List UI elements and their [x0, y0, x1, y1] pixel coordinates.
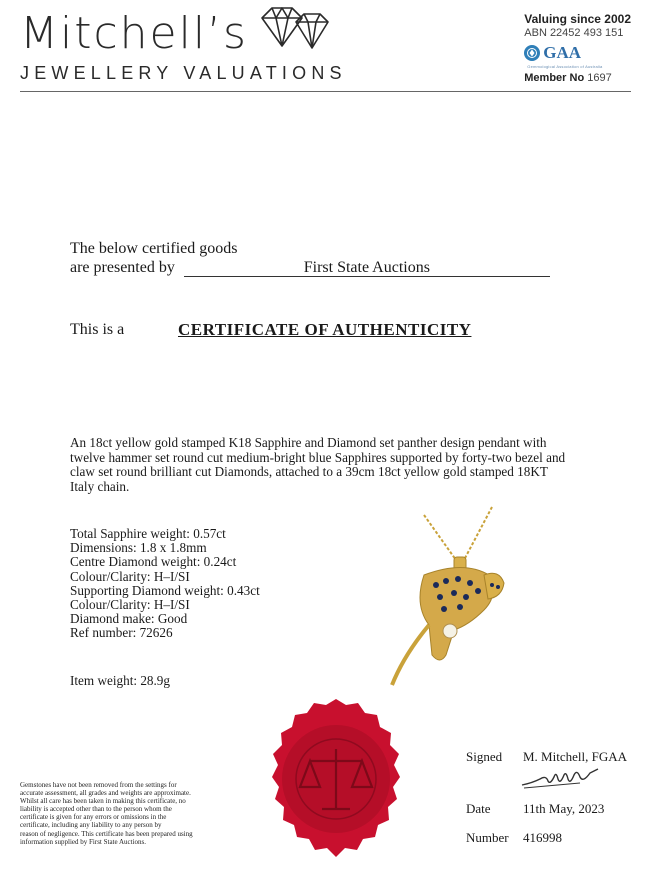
disclaimer-line: Gemstones have not been removed from the settings for: [20, 781, 177, 789]
intro-prefix: are presented by: [70, 259, 175, 276]
presenter-name: First State Auctions: [184, 260, 550, 277]
diamond-icon: [258, 6, 330, 52]
tagline: JEWELLERY VALUATIONS: [20, 63, 347, 83]
wax-seal: [262, 697, 410, 865]
brand-name: Mitchell’s: [20, 8, 248, 59]
handwritten-signature: [520, 765, 605, 791]
valuing-since: Valuing since 2002: [524, 12, 631, 26]
member-label: Member No: [524, 72, 585, 84]
spec-item: Dimensions: 1.8 x 1.8mm: [70, 540, 207, 556]
spec-item: Total Sapphire weight: 0.57ct: [70, 526, 226, 541]
disclaimer-line: certificate, including any liability to any person by: [20, 821, 162, 830]
disclaimer-line: accurate assessment, all grades and weights are approximate.: [20, 789, 191, 798]
intro-line-1: The below certified goods: [70, 240, 238, 257]
certificate-title: CERTIFICATE OF AUTHENTICITY: [178, 320, 472, 339]
disclaimer-line: Whilst all care has been taken in making this certificate, no: [20, 797, 186, 806]
date-value: 11th May, 2023: [523, 801, 605, 816]
gaa-label: GAA: [543, 43, 582, 62]
spec-item: Ref number: 72626: [70, 625, 173, 641]
signed-label: Signed: [466, 749, 503, 764]
disclaimer: [20, 781, 260, 846]
disclaimer-line: liability is accepted other than to the person whom the: [20, 805, 172, 814]
disclaimer-line: information supplied by First State Auctions.: [20, 837, 146, 846]
spec-item: Centre Diamond weight: 0.24ct: [70, 554, 237, 570]
spec-item: Supporting Diamond weight: 0.43ct: [70, 582, 260, 598]
member-value: 1697: [587, 72, 612, 84]
item-weight: Item weight: 28.9g: [70, 673, 170, 688]
gaa-badge-icon: [524, 45, 540, 61]
intro-line-2: [70, 258, 550, 277]
disclaimer-line: reason of negligence. This certificate has been prepared using: [20, 829, 193, 838]
number-label: Number: [466, 830, 509, 845]
abn: ABN 22452 493 151: [524, 27, 624, 39]
date-label: Date: [466, 801, 491, 816]
header-divider: [20, 91, 631, 92]
signed-value: M. Mitchell, FGAA: [523, 749, 627, 764]
pendant-image: [374, 505, 509, 705]
spec-item: Colour/Clarity: H–I/SI: [70, 597, 190, 613]
spec-item: Colour/Clarity: H–I/SI: [70, 568, 190, 584]
spec-item: Diamond make: Good: [70, 611, 188, 627]
item-description: An 18ct yellow gold stamped K18 Sapphire and Diamond set panther design pendant with twelve hammer set round cut medium-bright blue Sapphires supported by forty-two bezel and claw set round brilliant cut Diamonds, attached to a 39cm 18ct yellow gold stamped 18KT Italy chain.: [70, 435, 566, 494]
number-value: 416998: [523, 830, 562, 845]
intro: [70, 239, 550, 277]
gaa-logo: [524, 43, 631, 63]
spec-list: [70, 527, 260, 641]
member-number: [524, 72, 631, 84]
accreditation-block: [524, 12, 631, 84]
gaa-subtitle: Gemmological Association of Australia: [527, 64, 603, 69]
certificate-prefix: This is a: [70, 321, 125, 338]
disclaimer-line: certificate is given for any errors or omissions in the: [20, 813, 167, 822]
